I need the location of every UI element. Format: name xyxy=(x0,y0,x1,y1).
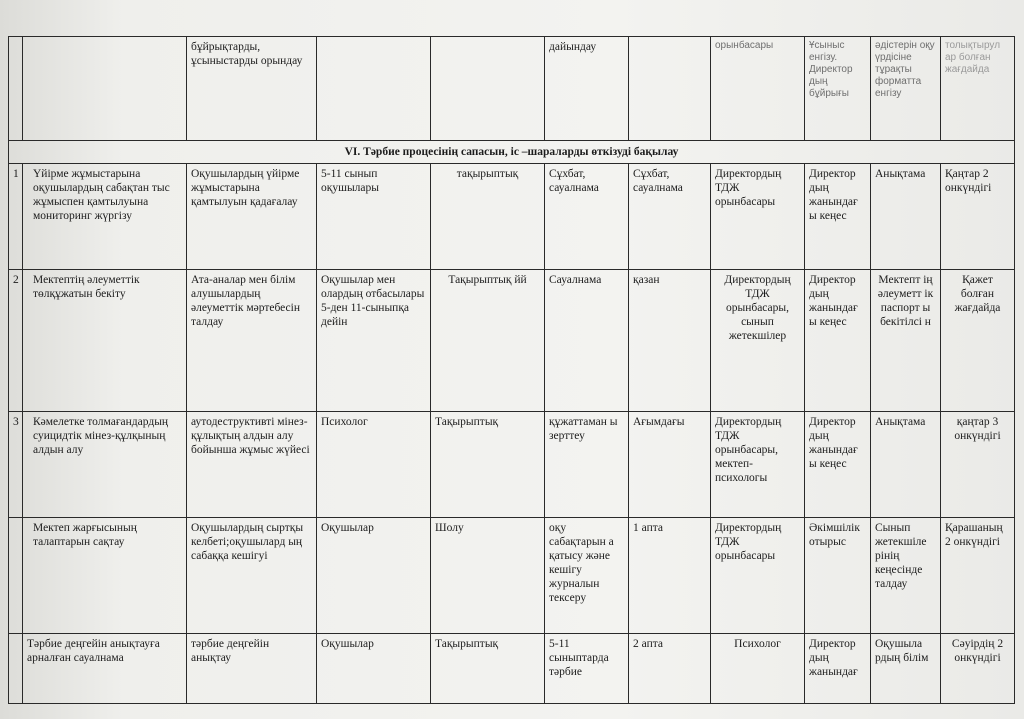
cell-c7: Психолог xyxy=(711,634,805,704)
cell-c5: 5-11 сыныптарда тәрбие xyxy=(545,634,629,704)
cell-c7: Директордың ТДЖ орынбасары xyxy=(711,164,805,270)
table-row-top xyxy=(9,37,1015,141)
table-row xyxy=(9,270,1015,412)
cell-c4 xyxy=(431,37,545,141)
cell-c4: Шолу xyxy=(431,518,545,634)
cell-c5: дайындау xyxy=(545,37,629,141)
cell-c4: Тақырыптық xyxy=(431,634,545,704)
cell-c6 xyxy=(629,37,711,141)
cell-c6: Сұхбат, сауалнама xyxy=(629,164,711,270)
cell-c9: Анықтама xyxy=(871,412,941,518)
row-number xyxy=(9,518,23,634)
plan-table xyxy=(8,36,1015,704)
cell-c9: Мектепт ің әлеуметт ік паспорт ы бекітілсі н xyxy=(871,270,941,412)
cell-c10: Қажет болған жағдайда xyxy=(941,270,1015,412)
cell-c4: Тақырыптық xyxy=(431,412,545,518)
row-number: 1 xyxy=(9,164,23,270)
cell-c2: Оқушылардың сыртқы келбеті;оқушылард ың сабаққа кешігуі xyxy=(187,518,317,634)
cell-c3: 5-11 сынып оқушылары xyxy=(317,164,431,270)
cell-c9: Оқушыла рдың білім xyxy=(871,634,941,704)
cell-c10: Қаңтар 2 онкүндігі xyxy=(941,164,1015,270)
cell-c10: толықтырул ар болған жағдайда xyxy=(941,37,1015,141)
cell-c3: Оқушылар мен олардың отбасылары 5-ден 11-сыныпқа дейін xyxy=(317,270,431,412)
row-number xyxy=(9,634,23,704)
cell-c8: Директор дың жанындағ ы кеңес xyxy=(805,164,871,270)
cell-c4: Тақырыптық йй xyxy=(431,270,545,412)
cell-c8: Директор дың жанындағ ы кеңес xyxy=(805,412,871,518)
cell-c9: әдістерін оқу үрдісіне тұрақты форматта енгізу xyxy=(871,37,941,141)
table-row xyxy=(9,518,1015,634)
cell-c3: Оқушылар xyxy=(317,518,431,634)
cell-c5: Сұхбат, сауалнама xyxy=(545,164,629,270)
cell-c6: қазан xyxy=(629,270,711,412)
cell-c2: аутодеструктивті мінез-құлықтың алдын алу бойынша жұмыс жүйесі xyxy=(187,412,317,518)
cell-c1 xyxy=(23,37,187,141)
cell-c10: Қарашаның 2 онкүндігі xyxy=(941,518,1015,634)
cell-c2: Оқушылардың үйірме жұмыстарына қамтылуын қадағалау xyxy=(187,164,317,270)
cell-c7: орынбасары xyxy=(711,37,805,141)
cell-c6: Ағымдағы xyxy=(629,412,711,518)
table-row xyxy=(9,164,1015,270)
cell-c1: Үйірме жұмыстарына оқушылардың сабақтан тыс жұмыспен қамтылуына мониторинг жүргізу xyxy=(23,164,187,270)
cell-c9: Сынып жетекшіле рінің кеңесінде талдау xyxy=(871,518,941,634)
cell-c9: Анықтама xyxy=(871,164,941,270)
cell-c8: Әкімшілік отырыс xyxy=(805,518,871,634)
section-title: VI. Тәрбие процесінің сапасын, іс –шараларды өткізуді бақылау xyxy=(9,141,1015,164)
cell-c1: Мектеп жарғысының талаптарын сақтау xyxy=(23,518,187,634)
cell-c8: Директор дың жанындағ xyxy=(805,634,871,704)
cell-c1: Кәмелетке толмағандардың суицидтік мінез-құлқының алдын алу xyxy=(23,412,187,518)
cell-c2: бұйрықтарды, ұсыныстарды орындау xyxy=(187,37,317,141)
cell-c5: оқу сабақтарын а қатысу және кешігу журналын тексеру xyxy=(545,518,629,634)
cell-c7: Директордың ТДЖ орынбасары, сынып жетекшілер xyxy=(711,270,805,412)
cell-c7: Директордың ТДЖ орынбасары xyxy=(711,518,805,634)
cell-c8: Ұсыныс енгізу. Директор дың бұйрығы xyxy=(805,37,871,141)
cell-c2: Ата-аналар мен білім алушылардың әлеуметтік мәртебесін талдау xyxy=(187,270,317,412)
cell-c3: Психолог xyxy=(317,412,431,518)
row-number: 2 xyxy=(9,270,23,412)
cell-c5: Сауалнама xyxy=(545,270,629,412)
cell-c3 xyxy=(317,37,431,141)
cell-num xyxy=(9,37,23,141)
cell-c7: Директордың ТДЖ орынбасары, мектеп-психологы xyxy=(711,412,805,518)
cell-c3: Оқушылар xyxy=(317,634,431,704)
table-row xyxy=(9,412,1015,518)
cell-c8: Директор дың жанындағ ы кеңес xyxy=(805,270,871,412)
cell-c6: 1 апта xyxy=(629,518,711,634)
cell-c6: 2 апта xyxy=(629,634,711,704)
cell-c10: қаңтар 3 онкүндігі xyxy=(941,412,1015,518)
cell-c1: Тәрбие деңгейін анықтауға арналған сауалнама xyxy=(23,634,187,704)
cell-c5: құжаттаман ы зерттеу xyxy=(545,412,629,518)
row-number: 3 xyxy=(9,412,23,518)
cell-c2: тәрбие деңгейін анықтау xyxy=(187,634,317,704)
cell-c4: тақырыптық xyxy=(431,164,545,270)
table-row xyxy=(9,634,1015,704)
section-header-row xyxy=(9,141,1015,164)
cell-c10: Сәуірдің 2 онкүндігі xyxy=(941,634,1015,704)
cell-c1: Мектептің әлеуметтік төлқұжатын бекіту xyxy=(23,270,187,412)
